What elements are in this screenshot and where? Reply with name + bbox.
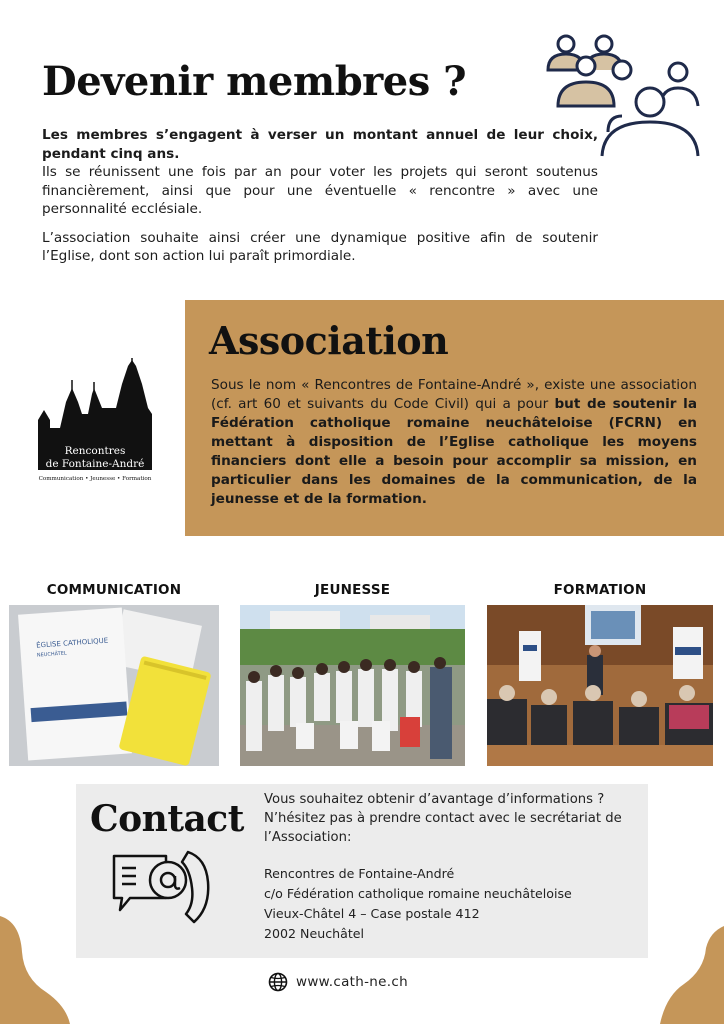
association-text-normal: Sous le nom « Rencontres de Fontaine-André », existe une association (cf. art 60 et suivants du Code Civil) qui a pour bbox=[211, 377, 697, 412]
contact-address bbox=[264, 864, 640, 944]
address-line: Rencontres de Fontaine-André bbox=[264, 866, 455, 881]
members-para2: L’association souhaite ainsi créer une dynamique positive afin de soutenir l’Eglise, dont son action lui paraît primordiale. bbox=[42, 229, 598, 264]
logo-tagline: Communication • Jeunesse • Formation bbox=[38, 476, 152, 482]
footer bbox=[268, 972, 408, 992]
members-title: Devenir membres ? bbox=[42, 58, 467, 105]
formation-photo bbox=[487, 605, 713, 766]
members-text bbox=[42, 126, 598, 266]
association-text bbox=[211, 376, 697, 509]
contact-email-phone-icon bbox=[110, 848, 220, 928]
association-title: Association bbox=[209, 318, 449, 363]
fontaine-andre-logo bbox=[32, 358, 158, 488]
logo-line2: de Fontaine-André bbox=[45, 458, 145, 470]
corner-blob-right bbox=[660, 926, 724, 1024]
members-para1: Ils se réunissent une fois par an pour voter les projets qui seront soutenus financièrement, ainsi que pour une éventuelle « rencontre » avec une personnalité ecclésiale. bbox=[42, 164, 598, 217]
address-line: Vieux-Châtel 4 – Case postale 412 bbox=[264, 906, 480, 921]
website-link[interactable]: www.cath-ne.ch bbox=[296, 974, 408, 990]
jeunesse-photo bbox=[240, 605, 465, 766]
booklet-subtitle: NEUCHÂTEL bbox=[36, 650, 67, 659]
category-communication-label: COMMUNICATION bbox=[46, 582, 182, 598]
contact-panel bbox=[76, 784, 648, 958]
booklet-title: ÉGLISE CATHOLIQUE bbox=[35, 636, 109, 650]
contact-intro: Vous souhaitez obtenir d’avantage d’informations ? N’hésitez pas à prendre contact avec le secrétariat de l’Association: bbox=[264, 792, 622, 845]
category-jeunesse-label: JEUNESSE bbox=[314, 582, 391, 598]
association-text-bold: but de soutenir la Fédération catholique romaine neuchâteloise (FCRN) en mettant à disposition de l’Eglise catholique les moyens financiers dont elle a besoin pour accomplir sa mission, en particulier dans les domaines de la communication, de la jeunesse et de la formation. bbox=[211, 396, 697, 507]
communication-photo bbox=[9, 605, 219, 766]
logo-line1: Rencontres bbox=[64, 445, 126, 457]
address-line: 2002 Neuchâtel bbox=[264, 926, 365, 941]
category-formation-label: FORMATION bbox=[553, 582, 647, 598]
corner-blob-left bbox=[0, 916, 72, 1024]
globe-icon bbox=[268, 972, 288, 992]
members-lead: Les membres s’engagent à verser un montant annuel de leur choix, pendant cinq ans. bbox=[42, 127, 598, 162]
address-line: c/o Fédération catholique romaine neuchâteloise bbox=[264, 886, 572, 901]
contact-title: Contact bbox=[90, 798, 244, 840]
association-panel bbox=[185, 300, 724, 536]
